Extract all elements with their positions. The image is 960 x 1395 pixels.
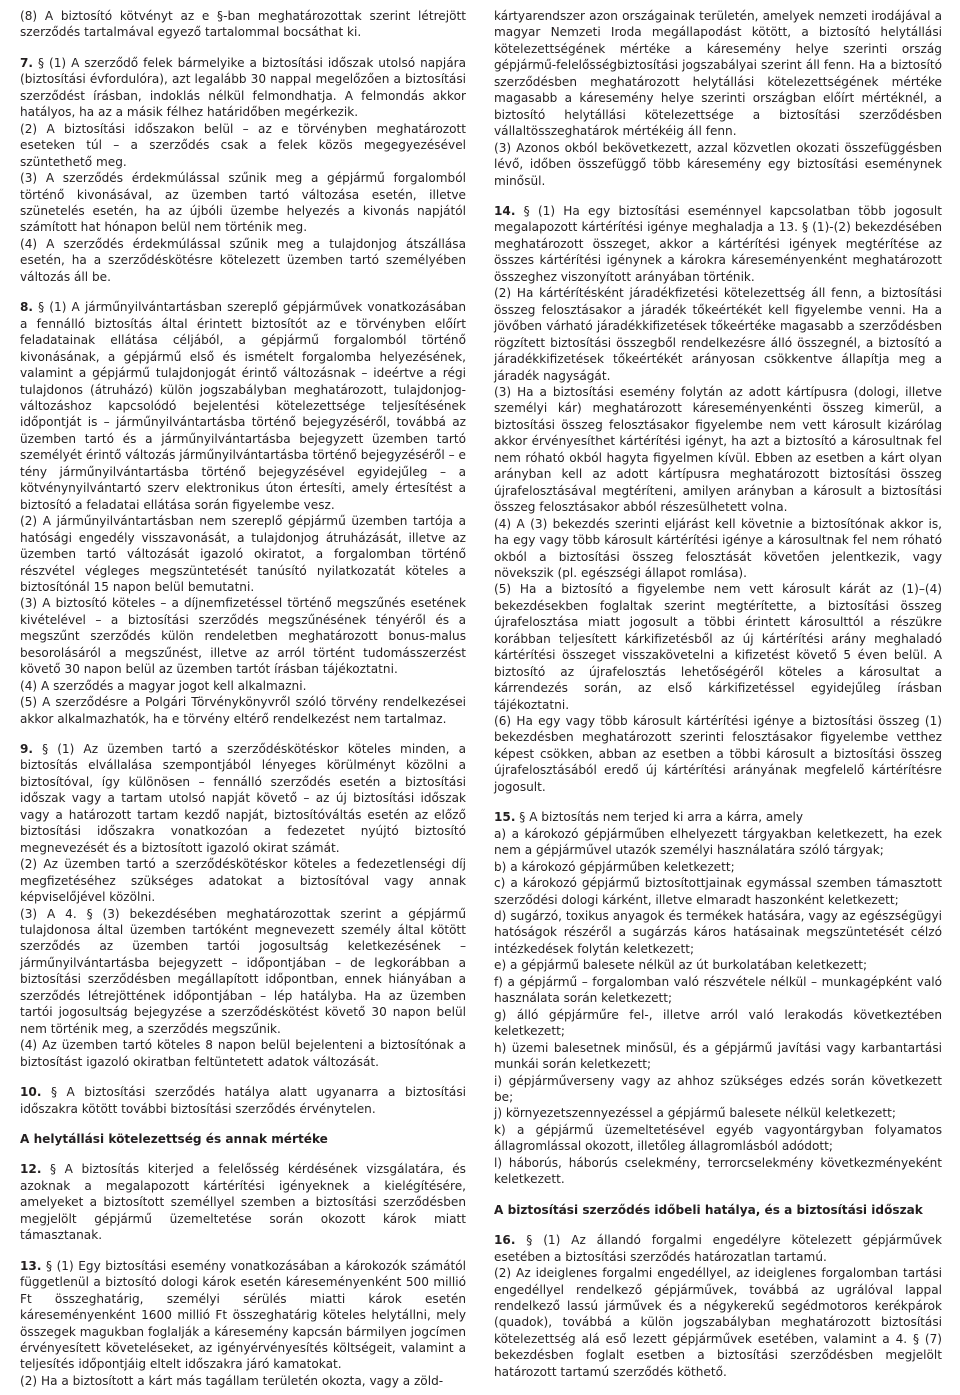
paragraph (494, 285, 942, 384)
paragraph-text: (4) A szerződés érdekmúlással szűnik meg a tulajdonjog átszállása esetén, ha a szerződéskötésre kötelezett üzemben tartó személyében változás áll be. (20, 236, 466, 284)
paragraph (494, 908, 942, 957)
paragraph (494, 1105, 942, 1121)
paragraph-text: c) a károkozó gépjármű biztosítottjainak egymással szemben támasztott szerződési dologi kárként, illetve elmaradt haszonként keletkezett; (494, 876, 942, 907)
section-heading: A biztosítási szerződés időbeli hatálya, és a biztosítási időszak (494, 1202, 923, 1217)
paragraph-text: § A biztosítás nem terjed ki arra a kárra, amely (519, 810, 804, 825)
paragraph (20, 236, 466, 285)
paragraph-text: (2) Ha kártérítésként járadékfizetési kötelezettség áll fenn, a biztosítási összeg felosztásakor a járadék tőkeértékét kell figyelembe venni. Ha a jövőben várható járadékkifizetések tőkeértéke magasabb a szerződésben rögzített biztosítási összegből rendelkezésre álló összegnél, a biztosító a járadékkifizetések tőkeértékét arányosan csökkentve állapítja meg a járadék nagyságát. (494, 286, 942, 383)
left-column (20, 8, 466, 1389)
section-number: 7. (20, 55, 34, 70)
paragraph-text: § A biztosítási szerződés hatálya alatt ugyanarra a biztosítási időszakra kötött további biztosítási szerződés érvénytelen. (20, 1085, 466, 1116)
paragraph-text: (4) Az üzemben tartó köteles 8 napon belül bejelenteni a biztosítónak a biztosítást igazoló okiratban feltüntetett adatok változását. (20, 1038, 466, 1069)
section-number: 10. (20, 1085, 42, 1100)
paragraph (20, 678, 466, 694)
section-paragraph (494, 809, 942, 825)
paragraph-text: (3) A szerződés érdekmúlással szűnik meg a gépjármű forgalomból történő kivonásával, az üzemben tartó változása esetén, illetve szünetelés esetén, ha az újbóli üzembe helyezés a kivonás napjától számított hat hónapon belül nem történik meg. (20, 171, 466, 235)
paragraph (20, 595, 466, 677)
paragraph (494, 8, 942, 140)
paragraph-text: § A biztosítás kiterjed a felelősség kérdésének vizsgálatára, és azoknak a megalapozott kártérítési igényeknek a kielégítésére, amelyeket a biztosított személlyel szemben a biztosítási szerződésben megjelölt gépjármű üzemeltetése során okozott károk miatt támasztanak. (20, 1162, 466, 1243)
paragraph (494, 1073, 942, 1106)
section-paragraph (20, 55, 466, 121)
paragraph-text: (8) A biztosító kötvényt az e §-ban meghatározottak szerint létrejött szerződés tartalmával egyező tartalommal bocsáthat ki. (20, 9, 466, 40)
paragraph-text: § (1) Az üzemben tartó a szerződéskötéskor köteles minden, a biztosítás elvállalása szempontjából lényeges körülményt közölni a biztosítóval, így különösen – fennálló szerződés esetén a biztosítási időszak vagy a tartam utolsó napját követő – az új biztosítási időszak vagy a határozott tartam kezdő napját, biztosítóváltás esetén az előző biztosítási időszakra vonatkozóan a fedezetet nyújtó biztosító megnevezését és a biztosított igazoló okirat számát. (20, 742, 466, 855)
paragraph-text: f) a gépjármű – forgalomban való részvétele nélkül – munkagépként való használata során keletkezett; (494, 974, 942, 1006)
paragraph-text: h) üzemi balesetnek minősül, és a gépjármű javítási vagy karbantartási munkái során keletkezett; (494, 1040, 942, 1072)
paragraph (494, 974, 942, 1007)
paragraph (494, 1040, 942, 1073)
paragraph (20, 513, 466, 595)
paragraph (20, 906, 466, 1038)
section-paragraph (20, 1084, 466, 1117)
section-paragraph (20, 299, 466, 513)
paragraph-text: d) sugárzó, toxikus anyagok és termékek hatására, vagy az egészségügyi hatóságok részéről a sugárzás káros hatásainak megszüntetését célzó intézkedések folytán keletkezett; (494, 909, 942, 956)
paragraph (494, 140, 942, 189)
section-paragraph (494, 1232, 942, 1265)
paragraph (494, 581, 942, 713)
paragraph-text: § (1) Az állandó forgalmi engedélyre kötelezett gépjárművek esetében a biztosítási szerződés határozatlan tartamú. (494, 1233, 942, 1264)
paragraph (20, 1373, 466, 1389)
paragraph-text: (3) Ha a biztosítási esemény folytán az adott kártípusra (dologi, illetve személyi kár) meghatározott káreseményenkénti összeg kimerül, a biztosítási összeg felosztásakor figyelembe nem vett károsult kizárólag akkor érvényesíthet kártérítési igényt, ha azt a biztosító a károsultnak fel nem róható okból hagyta figyelmen kívül. Ebben az esetben a kárt olyan arányban kell az adott kártípusra meghatározott biztosítási összeg újrafelosztásával megtéríteni, amilyen arányban a károsult a biztosítási összeg felosztásakor abból részesülhetett volna. (494, 384, 942, 515)
paragraph-text: (5) A szerződésre a Polgári Törvénykönyvről szóló törvény rendelkezései akkor alkalmazhatók, ha e törvény eltérő rendelkezést nem tartalmaz. (20, 695, 466, 726)
paragraph (20, 121, 466, 170)
paragraph-text: e) a gépjármű balesete nélkül az út burkolatában keletkezett; (494, 958, 868, 973)
paragraph (20, 1037, 466, 1070)
paragraph-text: a) a károkozó gépjárműben elhelyezett tárgyakban keletkezett, ha ezek nem a gépjárművel utazók személyi használatára szóló tárgyak; (494, 826, 942, 858)
section-number: 14. (494, 203, 516, 218)
paragraph-text: i) gépjárműverseny vagy az ahhoz szükséges edzés során következett be; (494, 1073, 942, 1104)
section-paragraph (20, 741, 466, 856)
paragraph-text: § (1) Ha egy biztosítási eseménnyel kapcsolatban több jogosult megalapozott kártérítési igénye meghaladja a 13. § (1)-(2) bekezdésében meghatározott összeget, akkor a kártérítési igények megtérítése az összes kártérítési igénynek a károkra káreseményenként meghatározott összeghez viszonyított arányában történik. (494, 203, 942, 284)
paragraph-text: (2) Az ideiglenes forgalmi engedéllyel, az ideiglenes forgalomban tartási engedéllyel rendelkező gépjárművek, továbbá az ugrálóval lappal rendelkező lassú járművek és a négykerekű segédmotoros kerékpárok (quadok), továbbá a külön jogszabályban meghatározott biztosítási kötelezettség alá eső lezett gépjárművek esetében, valamint a 4. § (7) bekezdésben foglalt esetben a biztosítási szerződésben megjelölt határozott tartamú szerződés köthető. (494, 1266, 942, 1379)
section-paragraph (494, 203, 942, 285)
paragraph (494, 826, 942, 859)
paragraph (494, 1155, 942, 1188)
right-column (494, 8, 942, 1380)
paragraph-text: kártyarendszer azon országainak területén, amelyek nemzeti irodájával a magyar Nemzeti Iroda megállapodást kötött, a biztosító helytállási kötelezettségének mértéke a káresemény helye szerinti ország gépjármű-felelősségbiztosítási jogszabályai szerint áll fenn. Ha a biztosító szerződésben meghatározott helytállási kötelezettségének mértéke magasabb a káresemény helye szerinti országban előírt mértéknél, a biztosító helytállási kötelezettsége a biztosítási szerződésben vállaltösszeghatárok mértékéig áll fenn. (494, 9, 942, 139)
section-number: 12. (20, 1162, 42, 1177)
paragraph-text: j) környezetszennyezéssel a gépjármű balesete nélkül keletkezett; (494, 1106, 896, 1121)
paragraph-text: § (1) A járműnyilvántartásban szereplő gépjárművek vonatkozásában a fennálló biztosítás által érintett biztosítót az e törvényben előírt feladatainak ellátása céljából, a gépjármű forgalomból történő kivonásának, a gépjármű első és ismételt forgalomba helyezésének, valamint a gépjármű tulajdonjogát érintő változásnak – ideértve a régi tulajdonos (átruházó) külön jogszabályban meghatározott, tulajdonjog-változáshoz kapcsolódó bejelentési kötelezettsége teljesítésének időpontját is – járműnyilvántartásba történő bejegyzéséről, továbbá az üzemben tartó és a járműnyilvántartásba bejegyzett üzemben tartó személyét érintő változás járműnyilvántartásba történő bejegyzéséről – e tény járműnyilvántartásba történő bejegyzésével egyidejűleg – a kötvénynyilvántartó szerv elektronikus úton értesíti, amely értesítést a biztosító a feladatai ellátása során figyelembe vesz. (20, 300, 466, 512)
section-paragraph (20, 1161, 466, 1243)
paragraph-text: g) álló gépjárműre fel-, illetve arról való lerakodás következtében keletkezett; (494, 1007, 942, 1039)
paragraph (20, 694, 466, 727)
paragraph (494, 859, 942, 875)
section-number: 13. (20, 1258, 42, 1273)
paragraph (494, 1122, 942, 1155)
paragraph (494, 957, 942, 973)
paragraph (494, 516, 942, 582)
section-heading: A helytállási kötelezettség és annak mértéke (20, 1132, 328, 1146)
section-number: 16. (494, 1233, 516, 1248)
paragraph-text: (4) A (3) bekezdés szerinti eljárást kell követnie a biztosítónak akkor is, ha egy vagy több károsult kártérítési igénye a károsultnak fel nem róható okból a biztosítási összeg felosztását követően jelentkezik, vagy növekszik (pl. egészségi állapot romlása). (494, 516, 942, 580)
paragraph-text: b) a károkozó gépjárműben keletkezett; (494, 859, 735, 874)
paragraph-text: (3) A 4. § (3) bekezdésében meghatározottak szerint a gépjármű tulajdonosa által üzemben tartóként megnevezett személy által kötött szerződés az üzemben tartói jogosultság keletkezésének – járműnyilvántartásba bejegyzett – időpontjában – de legkorábban a biztosítási szerződésben megállapított időpontban, ennek hiányában a szerződés létrejöttének időpontjában – lép hatályba. Ha az üzemben tartói jogosultság bejegyzése a szerződéskötést követő 30 napon belül nem történik meg, a szerződés megszűnik. (20, 906, 466, 1036)
paragraph-text: (6) Ha egy vagy több károsult kártérítési igénye a biztosítási összeg (1) bekezdésben meghatározott szerinti felosztásakor figyelembe vetthez képest csökken, abban az esetben a többi károsult a biztosítási összeg újrafelosztásából eredő új kártérítési arányának megfelelő kártérítésre jogosult. (494, 714, 942, 794)
paragraph (494, 713, 942, 795)
paragraph (20, 170, 466, 236)
paragraph-text: k) a gépjármű üzemeltetésével egyéb vagyontárgyban folyamatos állagromlással okozott, illetőleg állagromlásból adódott; (494, 1122, 942, 1154)
paragraph-text: § (1) Egy biztosítási esemény vonatkozásában a károkozók számától függetlenül a biztosító dologi károk esetén káreseményenként 500 millió Ft összeghatárig, személyi sérülés miatti károk esetén káreseményenként 1600 millió Ft összeghatárig köteles helytállni, mely összegek magukban foglalják a káresemény kapcsán bármilyen jogcímen érvényesített követeléseket, az igényérvényesítés költségeit, valamint a teljesítés időpontjáig eltelt időszakra járó kamatokat. (20, 1258, 466, 1372)
section-number: 15. (494, 810, 516, 825)
paragraph (494, 384, 942, 516)
paragraph-text: (2) A járműnyilvántartásban nem szereplő gépjármű üzemben tartója a hatósági engedély visszavonását, a tulajdonjog átruházását, illetve az üzemben tartó változását igazoló okiratot, a forgalomban történő részvétel végleges megszüntetését tanúsító nyilatkozatát köteles a biztosítónál 15 napon belül bemutatni. (20, 514, 466, 594)
section-number: 8. (20, 300, 34, 315)
paragraph (20, 856, 466, 905)
paragraph-text: (2) A biztosítási időszakon belül – az e törvényben meghatározott eseteken túl – a szerződés csak a felek közös megegyezésével szüntethető meg. (20, 121, 466, 169)
paragraph (494, 1265, 942, 1380)
paragraph-text: (3) A biztosító köteles – a díjnemfizetéssel történő megszűnés esetének kivételével – a biztosítási szerződés megszűnésének tényéről és a megszűnt szerződés külön rendeletben meghatározott bonus-malus besorolásáról a megszűnést, illetve az arról történt tudomásszerzést követő 30 napon belül az üzemben tartót írásban tájékoztatni. (20, 596, 466, 677)
paragraph (494, 1007, 942, 1040)
paragraph-text: § (1) A szerződő felek bármelyike a biztosítási időszak utolsó napjára (biztosítási évfordulóra), azt legalább 30 nappal megelőzően a biztosítási szerződést írásban, indoklás nélkül felmondhatja. A felmondás akkor hatályos, ha az a másik félhez határidőben megérkezik. (20, 55, 466, 120)
paragraph-text: (5) Ha a biztosító a figyelembe nem vett károsult kárát az (1)–(4) bekezdésekben foglaltak szerint megtérítette, a biztosítási összeg újrafelosztása miatt jogosult a többi érintett károsulttól a részükre korábban teljesített kárkifizetésből az új kártérítési arány meghaladó kártérítési összeget visszakövetelni a kifizetést követő 5 éven belül. A biztosító az újrafelosztás lehetőségéről köteles a károsultat a kárrendezés során, az első kárkifizetéssel egyidejűleg írásban tájékoztatni. (494, 582, 942, 712)
paragraph-text: (4) A szerződés a magyar jogot kell alkalmazni. (20, 678, 307, 693)
paragraph-text: l) háborús, háborús cselekmény, terrorcselekmény következményeként keletkezett. (494, 1155, 942, 1187)
paragraph-text: (2) Az üzemben tartó a szerződéskötéskor köteles a fedezetlenségi díj megfizetéséhez szükséges adatokat a biztosítóval vagy annak képviselőjével közölni. (20, 857, 466, 905)
paragraph (20, 8, 466, 41)
section-number: 9. (20, 742, 34, 757)
section-paragraph (20, 1258, 466, 1373)
paragraph-text: (2) Ha a biztosított a kárt más tagállam területén okozta, vagy a zöld- (20, 1373, 444, 1388)
paragraph (494, 875, 942, 908)
paragraph-text: (3) Azonos okból bekövetkezett, azzal közvetlen okozati összefüggésben lévő, időben összefüggő több káresemény egy biztosítási eseménynek minősül. (494, 140, 942, 188)
